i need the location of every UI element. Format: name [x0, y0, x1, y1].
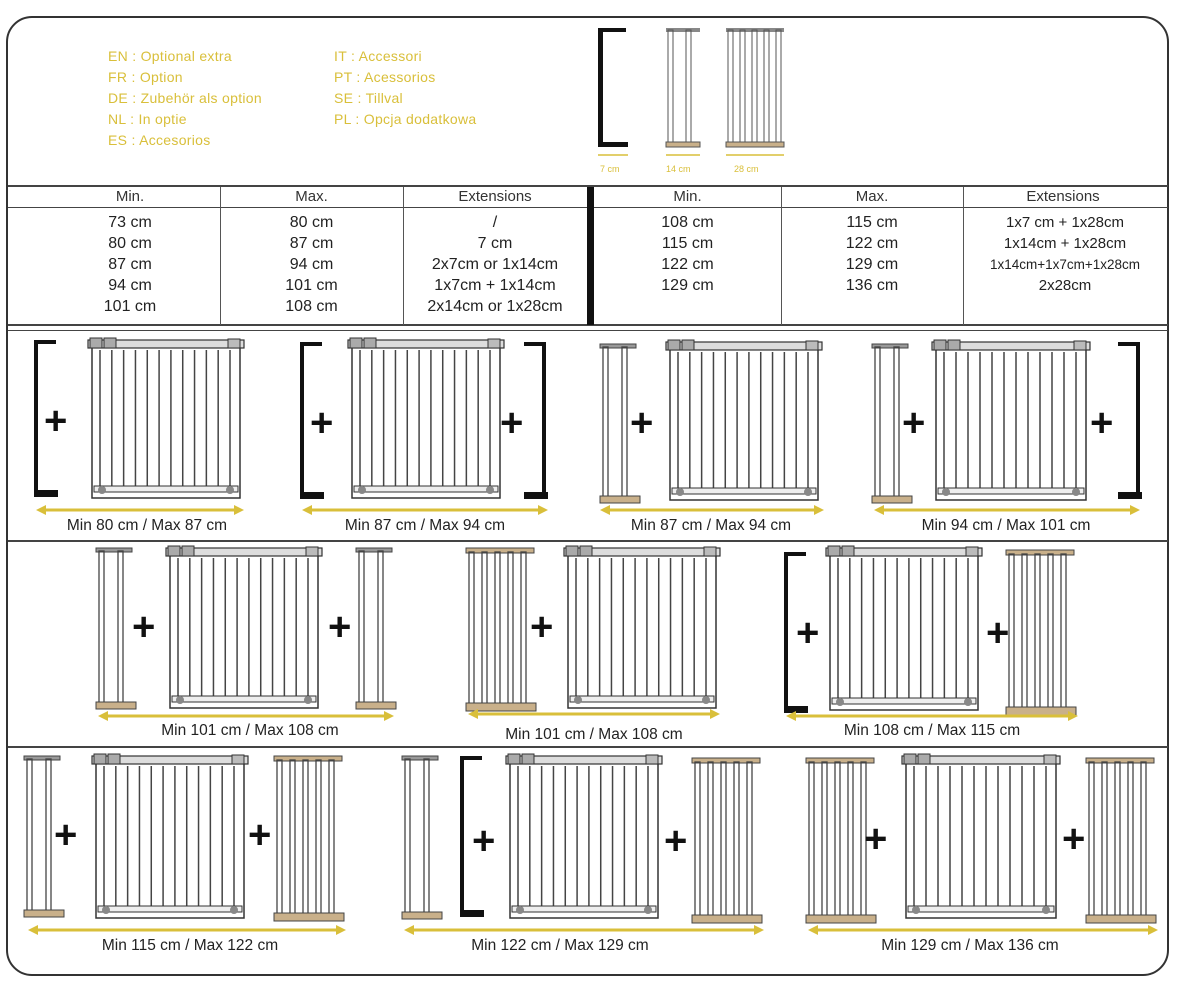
plus-icon: + — [1062, 817, 1086, 861]
plus-icon: + — [248, 813, 272, 857]
config-caption: Min 115 cm / Max 122 cm — [101, 937, 279, 954]
gate-icon — [88, 338, 244, 498]
plus-icon: + — [500, 401, 524, 445]
header-extensions-right: Extensions — [1026, 188, 1100, 205]
width-arrow-icon — [808, 925, 1158, 935]
table-cell: 73 cm — [108, 214, 152, 231]
table-cell: 87 cm — [289, 235, 334, 252]
extension-7cm-icon — [524, 342, 548, 499]
gate-icon — [932, 340, 1090, 500]
plus-icon: + — [132, 605, 156, 649]
extension-28cm-icon — [274, 756, 344, 921]
table-cell: 115 cm — [846, 214, 898, 231]
size-28cm: 28 cm — [734, 164, 759, 174]
config-caption: Min 108 cm / Max 115 cm — [843, 722, 1021, 739]
lang-es: ES : Accesorios — [108, 132, 211, 148]
width-arrow-icon — [600, 505, 824, 515]
table-cell: 1x7 cm + 1x28cm — [1006, 214, 1124, 231]
lang-nl: NL : In optie — [108, 111, 187, 127]
lang-pt: PT : Acessorios — [334, 69, 436, 85]
plus-icon: + — [864, 817, 888, 861]
table-cell: 136 cm — [845, 277, 899, 294]
plus-icon: + — [328, 605, 352, 649]
table-cell: 122 cm — [661, 256, 714, 273]
plus-icon: + — [902, 401, 926, 445]
table-cell: 1x14cm + 1x28cm — [1003, 235, 1127, 252]
plus-icon: + — [986, 611, 1010, 655]
table-cell: 2x14cm or 1x28cm — [427, 298, 563, 315]
table-cell: 94 cm — [108, 277, 152, 294]
size-14cm: 14 cm — [666, 164, 691, 174]
table-cell: 1x7cm + 1x14cm — [434, 277, 556, 294]
lang-de: DE : Zubehör als option — [108, 90, 262, 106]
lang-pl: PL : Opcja dodatkowa — [334, 111, 477, 127]
config-caption: Min 129 cm / Max 136 cm — [881, 937, 1059, 954]
width-arrow-icon — [36, 505, 244, 515]
table-cell: 94 cm — [289, 256, 334, 273]
gate-icon — [506, 754, 662, 918]
config-caption: Min 87 cm / Max 94 cm — [630, 517, 792, 534]
header-extensions-left: Extensions — [458, 188, 532, 205]
table-cell: 2x28cm — [1038, 277, 1092, 294]
plus-icon: + — [1090, 401, 1114, 445]
lang-se: SE : Tillval — [334, 90, 403, 106]
lang-fr: FR : Option — [108, 69, 183, 85]
extension-14cm-icon — [96, 548, 136, 709]
extension-7cm-icon — [1118, 342, 1142, 499]
config-caption: Min 80 cm / Max 87 cm — [66, 517, 228, 534]
header-min-right: Min. — [673, 188, 702, 205]
extension-14cm-icon — [356, 548, 396, 709]
width-arrow-icon — [28, 925, 346, 935]
table-cell: 87 cm — [108, 256, 152, 273]
table-cell: 129 cm — [845, 256, 899, 273]
table-cell: 122 cm — [845, 235, 899, 252]
table-cell: 2x7cm or 1x14cm — [431, 256, 559, 273]
width-arrow-icon — [404, 925, 764, 935]
config-caption: Min 122 cm / Max 129 cm — [471, 937, 649, 954]
header-max-right: Max. — [855, 188, 889, 205]
table-cell: 115 cm — [661, 235, 714, 252]
gate-icon — [564, 546, 720, 708]
plus-icon: + — [44, 399, 68, 443]
gate-icon — [166, 546, 322, 708]
table-cell: / — [492, 214, 498, 231]
config-caption: Min 94 cm / Max 101 cm — [921, 517, 1091, 534]
table-cell: 101 cm — [285, 277, 338, 294]
table-cell: 80 cm — [289, 214, 334, 231]
plus-icon: + — [310, 401, 334, 445]
table-cell: 129 cm — [661, 277, 714, 294]
gate-icon — [902, 754, 1060, 918]
table-cell: 108 cm — [285, 298, 338, 315]
extension-28cm-icon — [466, 548, 536, 711]
plus-icon: + — [530, 605, 554, 649]
lang-en: EN : Optional extra — [108, 48, 232, 64]
plus-icon: + — [472, 819, 496, 863]
config-caption: Min 101 cm / Max 108 cm — [505, 726, 683, 743]
plus-icon: + — [630, 401, 654, 445]
extension-28cm-icon — [1006, 550, 1076, 715]
table-cell: 1x14cm+1x7cm+1x28cm — [989, 257, 1141, 272]
table-cell: 80 cm — [108, 235, 152, 252]
table-cell: 7 cm — [477, 235, 513, 252]
lang-it: IT : Accessori — [334, 48, 422, 64]
gate-icon — [92, 754, 248, 918]
gate-icon — [666, 340, 822, 500]
gate-icon — [826, 546, 982, 710]
table-cell: 108 cm — [661, 214, 714, 231]
header-min-left: Min. — [115, 188, 145, 205]
plus-icon: + — [664, 819, 688, 863]
size-7cm: 7 cm — [600, 164, 620, 174]
extension-28cm-icon — [692, 758, 762, 923]
gate-icon — [348, 338, 504, 498]
plus-icon: + — [54, 813, 78, 857]
header-max-left: Max. — [295, 188, 328, 205]
config-caption: Min 87 cm / Max 94 cm — [344, 517, 506, 534]
width-arrow-icon — [874, 505, 1140, 515]
width-arrow-icon — [98, 711, 394, 721]
table-cell: 101 cm — [103, 298, 157, 315]
extension-28cm-icon — [1086, 758, 1156, 923]
plus-icon: + — [796, 611, 820, 655]
config-caption: Min 101 cm / Max 108 cm — [161, 722, 339, 739]
extension-14cm-icon — [402, 756, 442, 919]
width-arrow-icon — [302, 505, 548, 515]
